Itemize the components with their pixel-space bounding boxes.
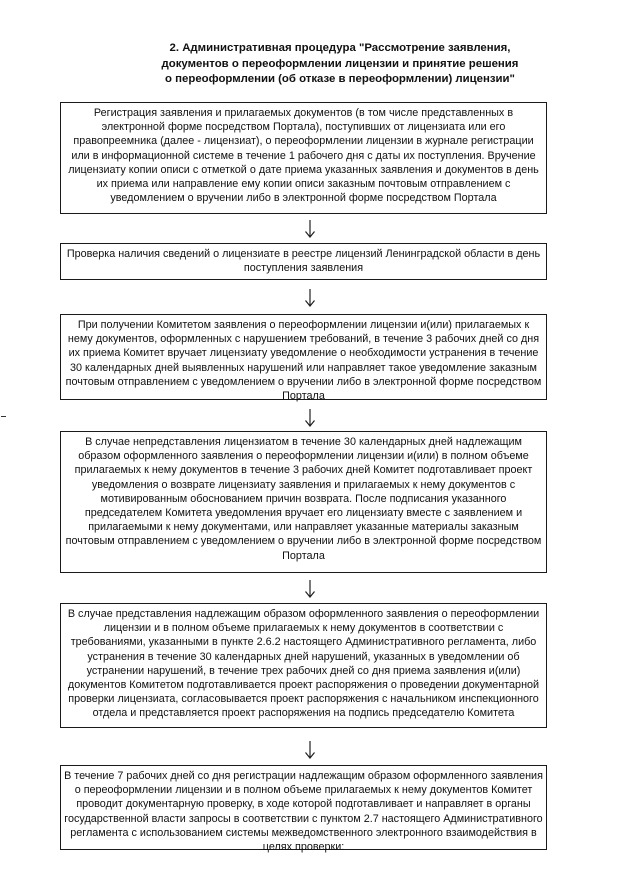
step-text-line: целях проверки:	[262, 841, 345, 854]
step-text-line: проводит документарную проверку, в ходе которой подготавливает и направляет в органы	[76, 798, 531, 811]
step-text-line: отдела и представляется проект распоряжения на подпись председателю Комитета	[92, 707, 515, 720]
step-text-line: регламента с использованием системы межведомственного электронного взаимодействия в	[70, 826, 537, 839]
step-text-line: о переоформлении лицензии и в полном объеме прилагаемых к нему документов Комитет	[74, 784, 533, 797]
down-arrow-icon	[305, 580, 315, 598]
step-text-line: мотивированным обоснованием причин возврата. После подписания указанного	[100, 492, 507, 505]
page-title	[150, 41, 530, 88]
title-line: документов о переоформлении лицензии и принятие решения	[161, 57, 519, 70]
flow-step-registration	[60, 102, 547, 214]
step-text-line: Проверка наличия сведений о лицензиате в реестре лицензий Ленинградской области в день	[66, 248, 541, 260]
step-text-line: В случае представления надлежащим образом оформленного заявления о переоформлении	[67, 608, 540, 620]
step-text-line: председателем Комитета уведомления вручает его лицензиату вместе с заявлением и	[84, 507, 523, 520]
step-text-line: почтовым отправлением с уведомлением о вручении либо в электронной форме посредством	[65, 375, 542, 388]
margin-mark	[1, 416, 6, 417]
step-text-line: государственной власти запросы в соответствии с пунктом 2.7 настоящего Административного	[64, 812, 543, 825]
down-arrow-icon	[305, 289, 315, 307]
step-text-line: проверки лицензиата, согласовывается проект распоряжения с начальником инспекционного	[68, 693, 539, 706]
step-text-line: лицензиату копии описи с отметкой о дате приема указанных заявления и документов в день	[68, 163, 539, 176]
step-text-line: образом оформленного заявления о переоформлении лицензии и(или) в полном объеме	[78, 450, 529, 463]
down-arrow-icon	[305, 741, 315, 759]
flow-step-inspection-order	[60, 603, 547, 728]
step-text-line: прилагаемых к нему документов в течение 3 рабочих дней Комитет подготавливает проект	[74, 464, 533, 477]
step-text-line: требованиями, указанными в пункте 2.6.2 настоящего Административного регламента, либо	[70, 636, 537, 649]
step-text-line: Портала	[282, 549, 325, 562]
step-text-line: При получении Комитетом заявления о переоформлении лицензии и(или) прилагаемых к	[77, 319, 530, 331]
step-text-line: документов Комитетом подготавливается проект распоряжения о проведении документарной	[67, 679, 540, 692]
step-text-line: или в информационной системе в течение 1 рабочего дня с даты их поступления. Вручение	[71, 149, 536, 162]
step-text-line: поступления заявления	[243, 262, 364, 275]
step-text-line: электронной форме посредством Портала), поступивших от лицензиата или его	[101, 121, 506, 134]
title-line: 2. Административная процедура "Рассмотрение заявления,	[169, 42, 511, 54]
step-text-line: уведомлением о вручении либо в электронной форме посредством Портала	[110, 192, 497, 205]
step-text-line: устранении нарушений, в течение трех рабочих дней со дня приема заявления и(или)	[86, 664, 521, 677]
step-text-line: их приема или направление ему копии описи заказным почтовым отправлением с	[96, 178, 511, 191]
step-text-line: В течение 7 рабочих дней со дня регистрации надлежащим образом оформленного заявления	[64, 770, 543, 782]
step-text-line: уведомления о возврате лицензиату заявления и прилагаемых к нему документов с	[91, 478, 516, 491]
flow-step-documentary-check	[60, 765, 547, 854]
step-text-line: нему документов, оформленных с нарушением требований, в течение 3 рабочих дней со дня	[67, 333, 540, 346]
step-text-line: 30 календарных дней выявленных нарушений или направляет такое уведомление заказным	[70, 361, 537, 374]
flow-step-return-documents	[60, 431, 547, 573]
down-arrow-icon	[305, 220, 315, 238]
flow-step-violation-notice	[60, 314, 547, 403]
step-text-line: прилагаемыми к нему документами, или направляет указанные материалы заказным	[88, 521, 519, 534]
step-text-line: правопреемника (далее - лицензиат), о переоформлении лицензии в журнале регистрации	[73, 135, 534, 148]
step-text-line: почтовым отправлением с уведомлением о вручении либо в электронной форме посредством	[65, 535, 542, 548]
step-text-line: В случае непредставления лицензиатом в течение 30 календарных дней надлежащим	[85, 436, 522, 448]
step-text-line: устранения в течение 30 календарных дней нарушений, указанных в уведомлении об	[87, 650, 520, 663]
flow-step-registry-check	[60, 243, 547, 280]
step-text-line: Регистрация заявления и прилагаемых документов (в том числе представленных в	[93, 107, 514, 119]
title-line: о переоформлении (об отказе в переоформлении) лицензии"	[165, 73, 515, 85]
step-text-line: их приема Комитет вручает лицензиату уведомление о необходимости устранения в течение	[68, 347, 539, 360]
down-arrow-icon	[305, 409, 315, 427]
step-text-line: Портала	[282, 390, 325, 403]
step-text-line: лицензии и в полном объеме прилагаемых к нему документов в соответствии с	[103, 622, 504, 635]
